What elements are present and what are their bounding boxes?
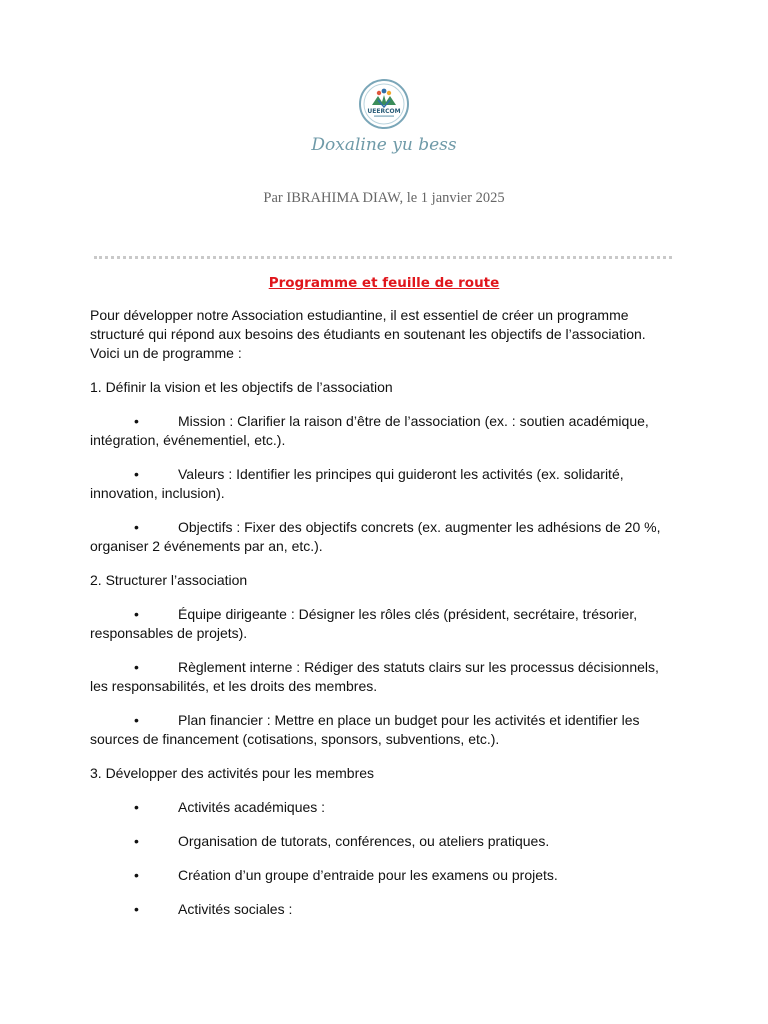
bullet-icon: •	[134, 659, 139, 675]
bullet-icon: •	[134, 519, 139, 535]
list-item	[90, 711, 678, 749]
list-item	[90, 798, 678, 817]
list-item-text: Équipe dirigeante : Désigner les rôles clés (président, secrétaire, trésorier, responsables de projets).	[90, 606, 638, 641]
bullet-icon: •	[134, 712, 139, 728]
list-item	[90, 518, 678, 556]
bullet-icon: •	[134, 606, 139, 622]
section-heading: 2. Structurer l’association	[90, 572, 248, 588]
document-body	[90, 306, 678, 934]
list-item-text: Activités sociales :	[178, 901, 293, 917]
section-heading: 3. Développer des activités pour les membres	[90, 765, 375, 781]
list-item-text: Valeurs : Identifier les principes qui guideront les activités (ex. solidarité, innovation, inclusion).	[90, 466, 624, 501]
bullet-icon: •	[134, 413, 139, 429]
intro-paragraph: Pour développer notre Association estudiantine, il est essentiel de créer un programme structuré qui répond aux besoins des étudiants en soutenant les objectifs de l’association. Voici un de programme :	[90, 307, 646, 361]
bullet-icon: •	[134, 901, 139, 917]
association-logo	[358, 78, 410, 130]
bullet-icon: •	[134, 833, 139, 849]
logo-text: UEERCOM	[367, 108, 401, 115]
bullet-icon: •	[134, 867, 139, 883]
list-item-text: Règlement interne : Rédiger des statuts clairs sur les processus décisionnels, les responsabilités, et les droits des membres.	[90, 659, 659, 694]
dotted-divider	[94, 256, 672, 259]
list-item	[90, 900, 678, 919]
list-item-text: Activités académiques :	[178, 799, 326, 815]
list-item-text: Création d’un groupe d’entraide pour les examens ou projets.	[178, 867, 558, 883]
byline: Par IBRAHIMA DIAW, le 1 janvier 2025	[263, 190, 505, 206]
document-title: Programme et feuille de route	[268, 275, 500, 291]
list-item	[90, 832, 678, 851]
list-item	[90, 605, 678, 643]
bullet-icon: •	[134, 466, 139, 482]
section-heading: 1. Définir la vision et les objectifs de l’association	[90, 379, 393, 395]
list-item	[90, 866, 678, 885]
list-item-text: Objectifs : Fixer des objectifs concrets (ex. augmenter les adhésions de 20 %, organiser 2 événements par an, etc.).	[90, 519, 661, 554]
list-item-text: Plan financier : Mettre en place un budget pour les activités et identifier les sources de financement (cotisations, sponsors, subventions, etc.).	[90, 712, 640, 747]
list-item-text: Organisation de tutorats, conférences, ou ateliers pratiques.	[178, 833, 550, 849]
bullet-icon: •	[134, 799, 139, 815]
list-item	[90, 465, 678, 503]
brand-name: Doxaline yu bess	[311, 135, 457, 155]
list-item-text: Mission : Clarifier la raison d’être de l’association (ex. : soutien académique, intégration, événementiel, etc.).	[90, 413, 649, 448]
list-item	[90, 412, 678, 450]
list-item	[90, 658, 678, 696]
